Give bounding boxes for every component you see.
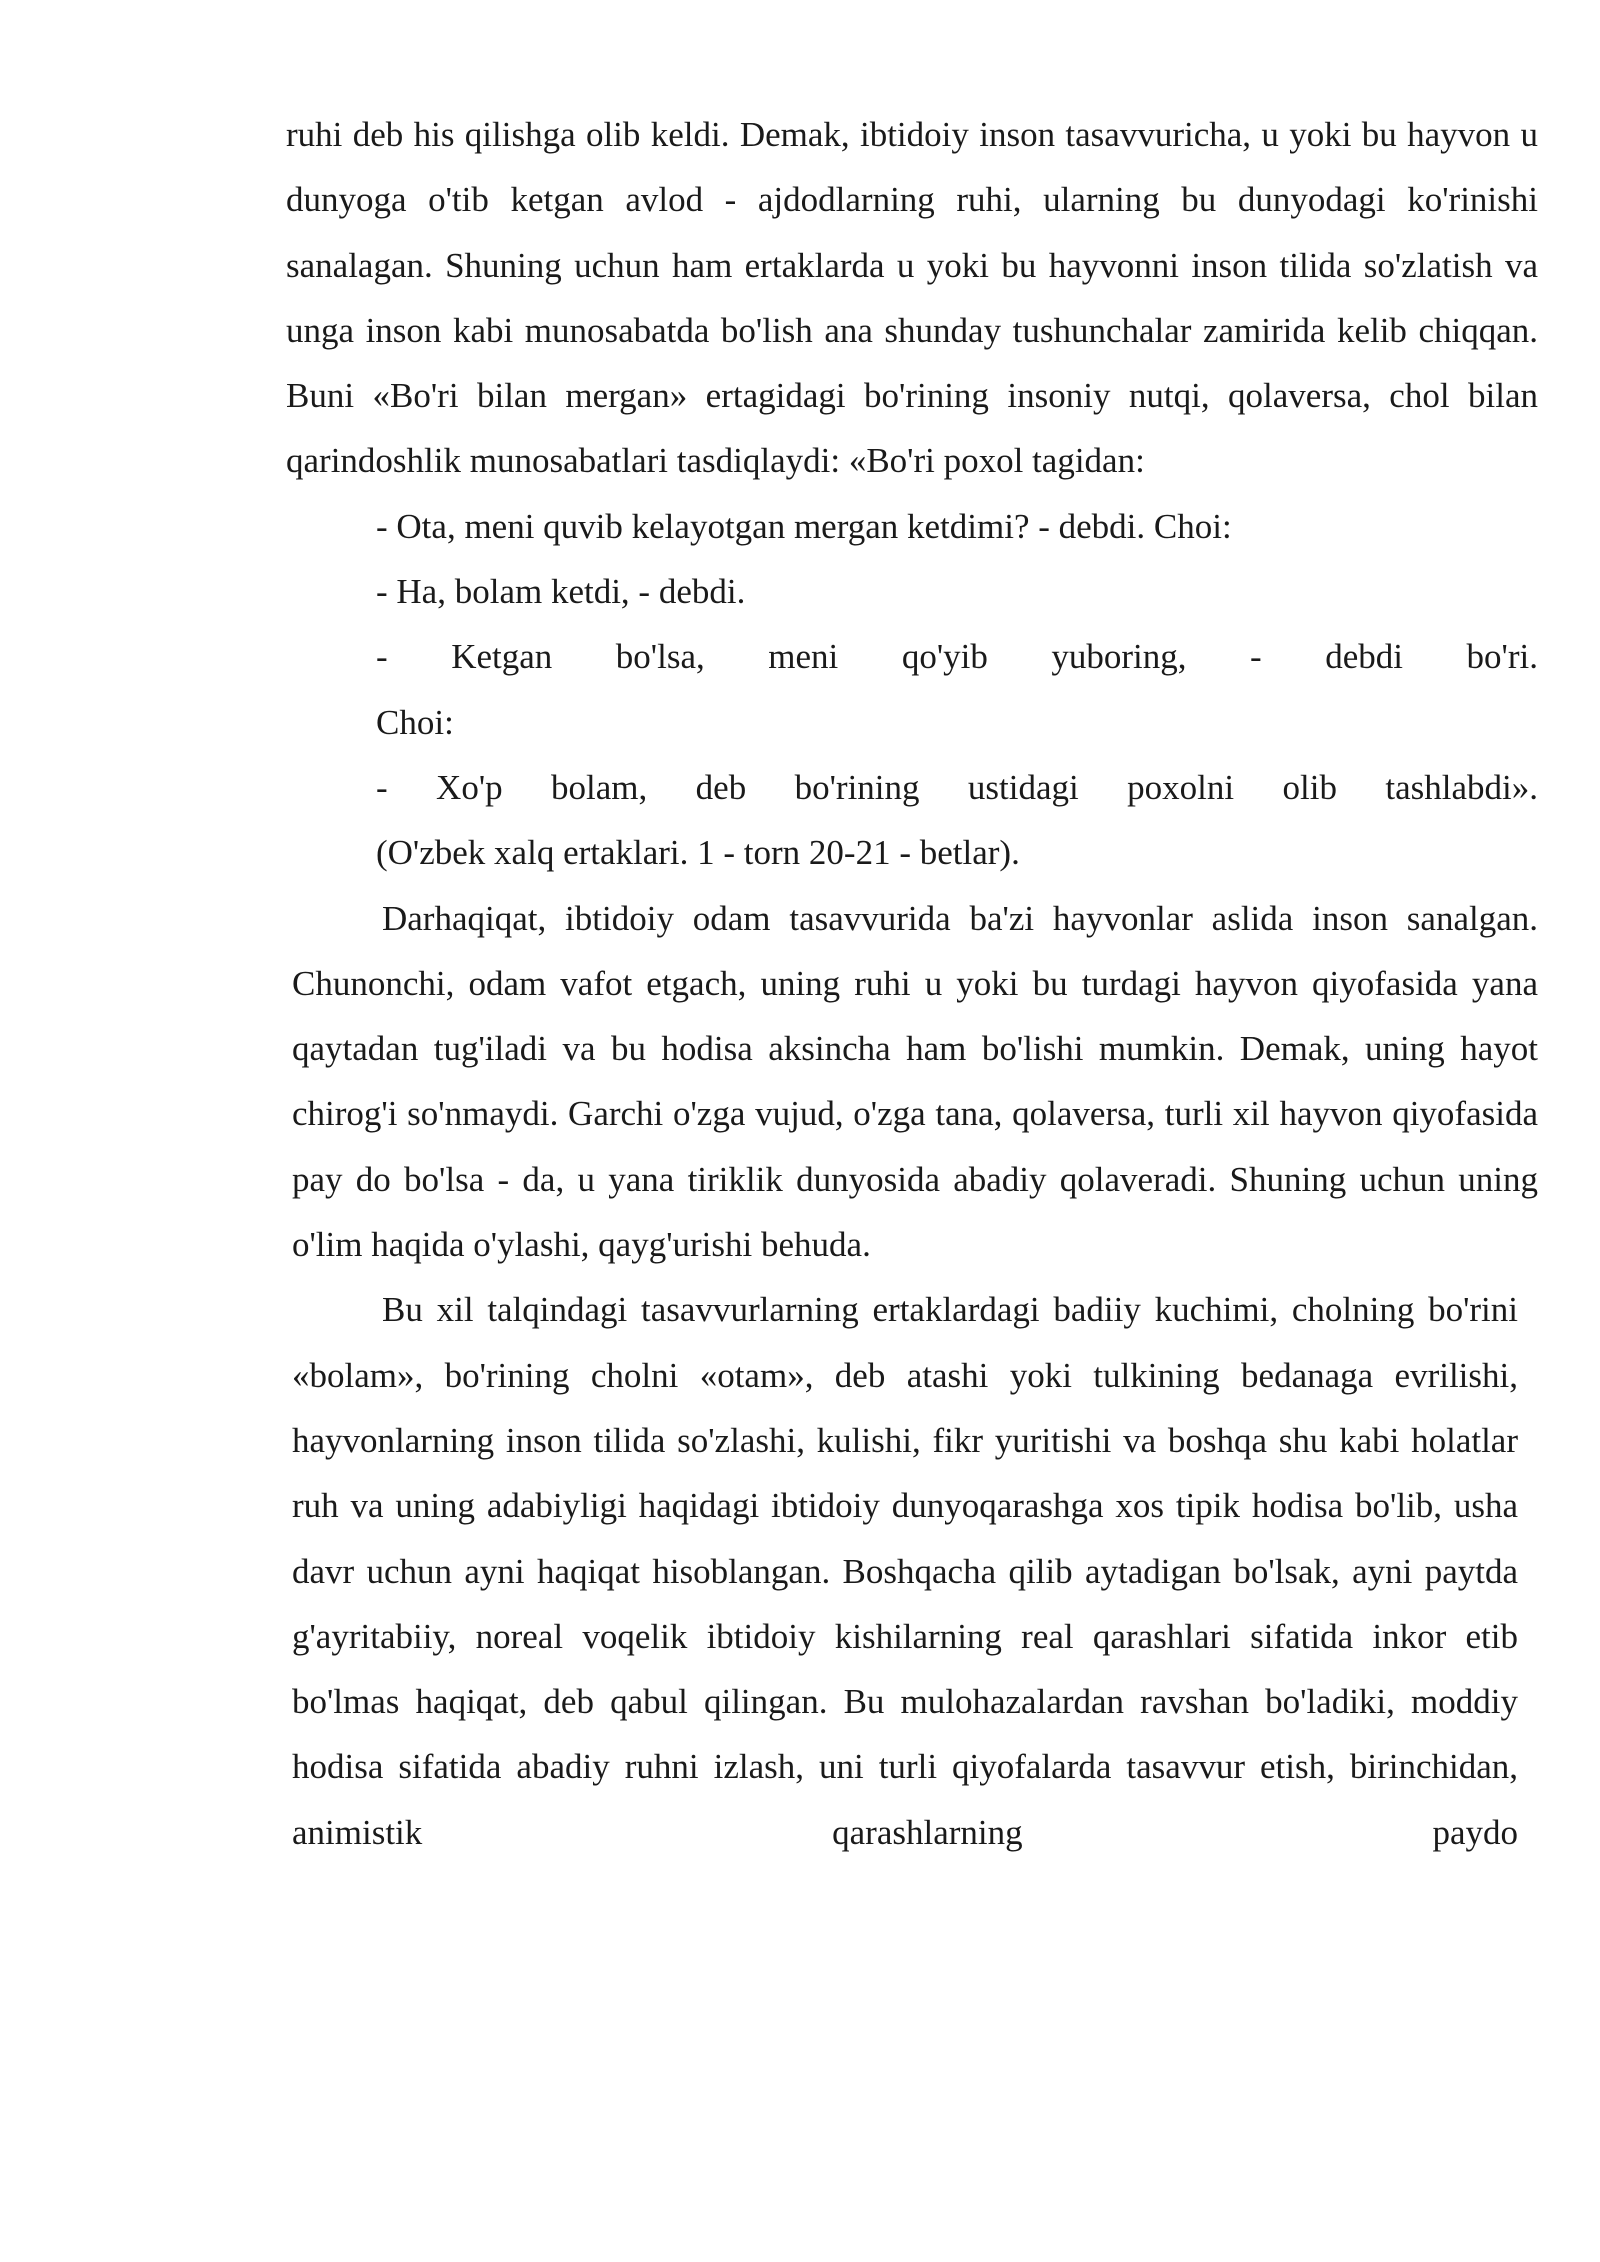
dialog-line-5: - Xo'p bolam, deb bo'rining ustidagi poxolni olib tashlabdi».	[376, 767, 1538, 807]
source-citation: (O'zbek xalq ertaklari. 1 - torn 20-21 - betlar).	[376, 833, 1020, 873]
paragraph-2: Darhaqiqat, ibtidoiy odam tasavvurida ba'zi hayvonlar aslida inson sanalgan. Chunonchi, odam vafot etgach, uning ruhi u yoki bu turdagi hayvon qiyofasida yana qaytadan tug'iladi va bu hodisa aksincha ham bo'lishi mumkin. Demak, uning hayot chirog'i so'nmaydi. Garchi o'zga vujud, o'zga tana, qolaversa, turli xil hayvon qiyofasida pay do bo'lsa - da, u yana tiriklik dunyosida abadiy qolaveradi. Shuning uchun uning o'lim haqida o'ylashi, qayg'urishi behuda.	[292, 898, 1538, 1265]
dialog-line-1: - Ota, meni quvib kelayotgan mergan ketdimi? - debdi. Choi:	[376, 506, 1232, 546]
paragraph-1: ruhi deb his qilishga olib keldi. Demak, ibtidoiy inson tasavvuricha, u yoki bu hayvon u dunyoga o'tib ketgan avlod - ajdodlarning ruhi, ularning bu dunyodagi ko'rinishi sanalagan. Shuning uchun ham ertaklarda u yoki bu hayvonni inson tilida so'zlatish va unga inson kabi munosabatda bo'lish ana shunday tushunchalar zamirida kelib chiqqan. Buni «Bo'ri bilan mergan» ertagidagi bo'rining insoniy nutqi, qolaversa, chol bilan qarindoshlik munosabatlari tasdiqlaydi: «Bo'ri poxol tagidan:	[286, 115, 1538, 481]
dialog-line-3: - Ketgan bo'lsa, meni qo'yib yuboring, - debdi bo'ri.	[376, 637, 1538, 677]
dialog-line-2: - Ha, bolam ketdi, - debdi.	[376, 572, 746, 612]
dialog-line-4: Choi:	[376, 702, 454, 742]
paragraph-3: Bu xil talqindagi tasavvurlarning ertaklardagi badiiy kuchimi, cholning bo'rini «bolam», bo'rining cholni «otam», deb atashi yoki tulkining bedanaga evrilishi, hayvonlarning inson tilida so'zlashi, kulishi, fikr yuritishi va boshqa shu kabi holatlar ruh va uning adabiyligi haqidagi ibtidoiy dunyoqarashga xos tipik hodisa bo'lib, usha davr uchun ayni haqiqat hisoblangan. Boshqacha qilib aytadigan bo'lsak, ayni paytda g'ayritabiiy, noreal voqelik ibtidoiy kishilarning real qarashlari sifatida inkor etib bo'lmas haqiqat, deb qabul qilingan. Bu mulohazalardan ravshan bo'ladiki, moddiy hodisa sifatida abadiy ruhni izlash, uni turli qiyofalarda tasavvur etish, birinchidan, animistik qarashlarning paydo	[292, 1290, 1518, 1852]
document-body	[286, 102, 1538, 1865]
